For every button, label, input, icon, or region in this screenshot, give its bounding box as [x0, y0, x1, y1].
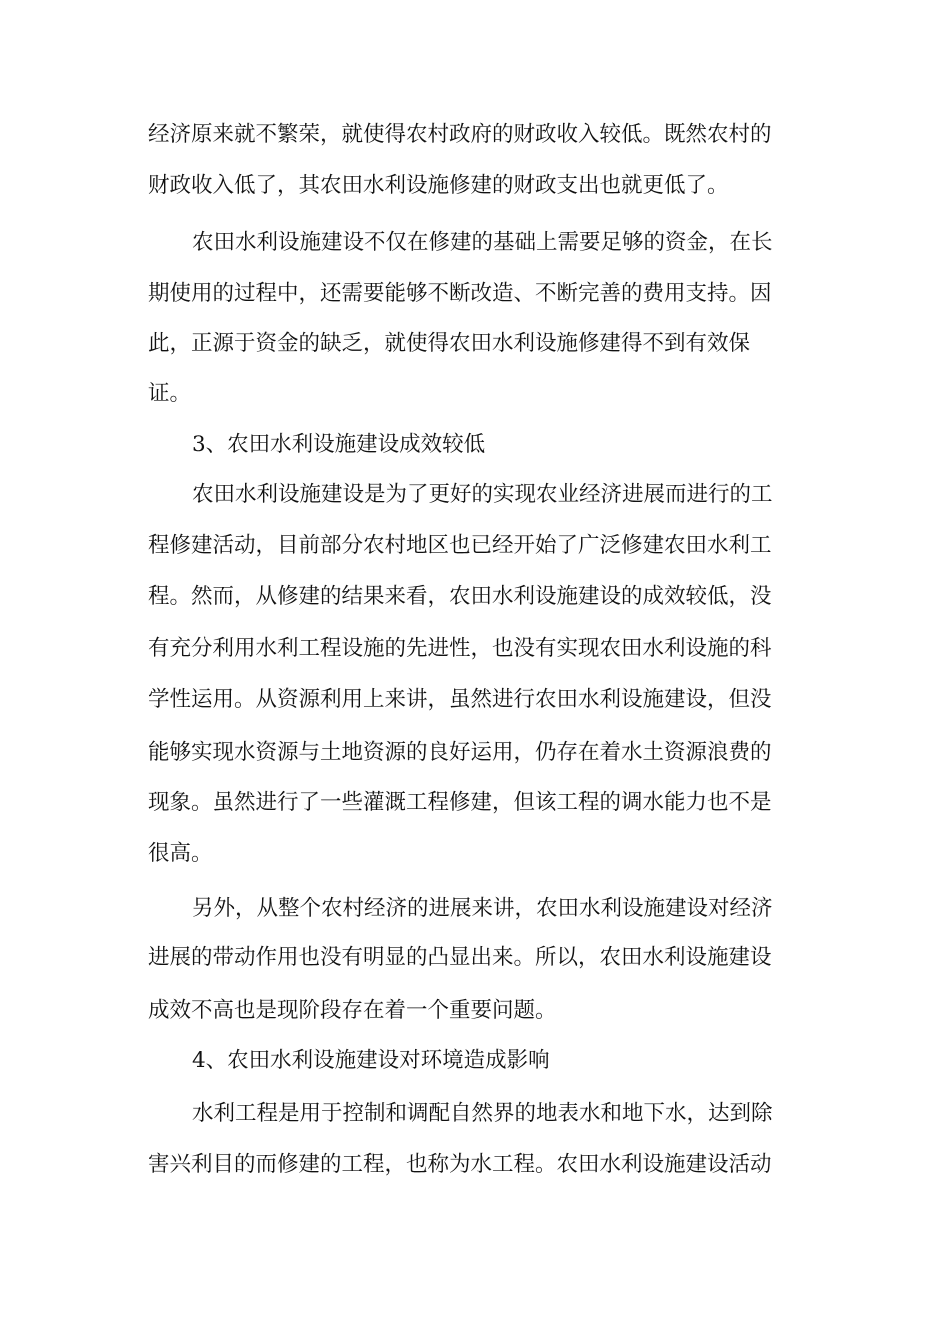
paragraph-line: 害兴利目的而修建的工程，也称为水工程。农田水利设施建设活动: [148, 1152, 772, 1177]
section-heading: 3、农田水利设施建设成效较低: [192, 432, 486, 457]
paragraph-line: 程。然而，从修建的结果来看，农田水利设施建设的成效较低，没: [148, 584, 772, 609]
paragraph-line: 另外，从整个农村经济的进展来讲，农田水利设施建设对经济: [192, 896, 773, 921]
paragraph-line: 能够实现水资源与土地资源的良好运用，仍存在着水土资源浪费的: [148, 740, 772, 765]
paragraph-line: 有充分利用水利工程设施的先进性，也没有实现农田水利设施的科: [148, 636, 772, 661]
paragraph-line: 财政收入低了，其农田水利设施修建的财政支出也就更低了。: [148, 173, 729, 198]
paragraph-line: 此，正源于资金的缺乏，就使得农田水利设施修建得不到有效保: [148, 331, 751, 356]
paragraph-line: 程修建活动，目前部分农村地区也已经开始了广泛修建农田水利工: [148, 533, 772, 558]
paragraph-line: 经济原来就不繁荣，就使得农村政府的财政收入较低。既然农村的: [148, 122, 772, 147]
paragraph-line: 证。: [148, 381, 192, 406]
section-heading: 4、农田水利设施建设对环境造成影响: [192, 1048, 550, 1073]
paragraph-line: 学性运用。从资源利用上来讲，虽然进行农田水利设施建设，但没: [148, 687, 772, 712]
paragraph-line: 成效不高也是现阶段存在着一个重要问题。: [148, 998, 557, 1023]
paragraph-line: 水利工程是用于控制和调配自然界的地表水和地下水，达到除: [192, 1101, 773, 1126]
paragraph-line: 很高。: [148, 841, 213, 866]
paragraph-line: 农田水利设施建设不仅在修建的基础上需要足够的资金，在长: [192, 230, 773, 255]
paragraph-line: 期使用的过程中，还需要能够不断改造、不断完善的费用支持。因: [148, 281, 772, 306]
paragraph-line: 进展的带动作用也没有明显的凸显出来。所以，农田水利设施建设: [148, 945, 772, 970]
paragraph-line: 现象。虽然进行了一些灌溉工程修建，但该工程的调水能力也不是: [148, 790, 772, 815]
paragraph-line: 农田水利设施建设是为了更好的实现农业经济进展而进行的工: [192, 482, 773, 507]
